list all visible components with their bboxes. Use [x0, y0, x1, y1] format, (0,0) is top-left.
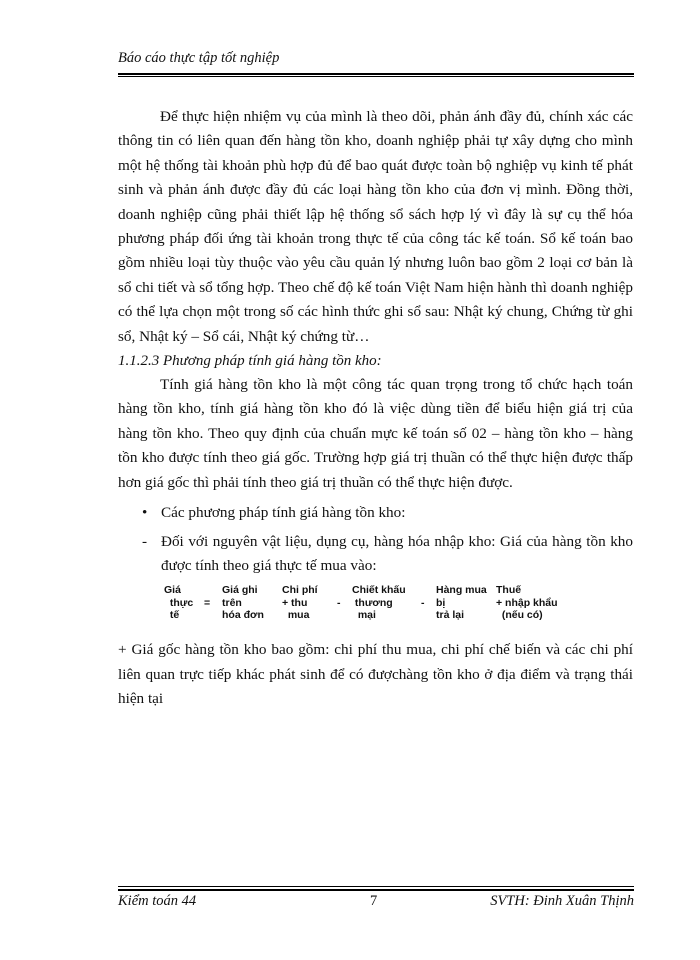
- page-header-title: Báo cáo thực tập tốt nghiệp: [118, 50, 280, 66]
- footer-class: Kiểm toán 44: [118, 893, 197, 909]
- dash-mark: -: [142, 532, 148, 550]
- footer-rule-thin: [118, 886, 634, 887]
- bullet-text: Các phương pháp tính giá hàng tồn kho:: [161, 504, 406, 522]
- footer-rule: [118, 889, 634, 891]
- formula-purchase-cost: Chi phí + thu mua: [282, 584, 318, 622]
- formula-import-tax: Thuế + nhập khẩu (nếu có): [496, 584, 558, 622]
- formula-invoice-price: Giá ghi trên hóa đơn: [222, 584, 264, 622]
- footer-student: SVTH: Đinh Xuân Thịnh: [490, 893, 634, 909]
- header-rule: [118, 73, 634, 75]
- formula-minus-2: -: [421, 597, 425, 610]
- formula-trade-discount: Chiết khấu thương mại: [352, 584, 406, 622]
- page-body: [118, 105, 633, 712]
- header-rule-thin: [118, 76, 634, 77]
- bullet-item: [118, 501, 633, 525]
- formula-equals: =: [204, 597, 211, 610]
- dash-item: [118, 530, 633, 579]
- paragraph-accounting-system: Để thực hiện nhiệm vụ của mình là theo dõi, phản ánh đầy đủ, chính xác các thông tin có liên quan đến hàng tồn kho, doanh nghiệp phải tự xây dựng cho mình một hệ thống tài khoản phù hợp đủ để bao quát được toàn bộ nghiệp vụ kinh tế phát sinh và phản ánh được đầy đủ các loại hàng tồn kho của đơn vị mình. Đồng thời, doanh nghiệp cũng phải thiết lập hệ thống sổ sách hợp lý vì đây là sự cụ thể hóa phương pháp đối ứng tài khoản trong thực tế của công tác kế toán. Sổ kế toán bao gồm nhiều loại tùy thuộc vào yêu cầu quản lý nhưng luôn bao gồm 2 loại cơ bản là sổ chi tiết và sổ tổng hợp. Theo chế độ kế toán Việt Nam hiện hành thì doanh nghiệp có thể lựa chọn một trong số các hình thức ghi sổ sau: Nhật ký chung, Chứng từ ghi sổ, Nhật ký – Sổ cái, Nhật ký chứng từ…: [118, 108, 633, 345]
- paragraph-inventory-pricing: Tính giá hàng tồn kho là một công tác quan trọng trong tổ chức hạch toán hàng tồn kho, tính giá hàng tồn kho đó là việc dùng tiền để biểu hiện giá trị của hàng tồn kho. Theo quy định của chuẩn mực kế toán số 02 – hàng tồn kho – hàng tồn kho được tính theo giá gốc. Trường hợp giá trị thuần có thể thực hiện được thấp hơn giá gốc thì phải tính theo giá trị thuần có thể thực hiện được.: [118, 376, 633, 491]
- cost-formula: [118, 580, 633, 632]
- section-heading: 1.1.2.3 Phương pháp tính giá hàng tồn kho:: [118, 353, 382, 370]
- formula-actual-price: Giá thực tế: [164, 584, 194, 622]
- formula-returned-goods: Hàng mua bị trả lại: [436, 584, 487, 622]
- paragraph-original-cost: + Giá gốc hàng tồn kho bao gồm: chi phí thu mua, chi phí chế biến và các chi phí liên quan trực tiếp khác phát sinh để có đượchàng tồn kho ở địa điểm và trạng thái hiện tại: [118, 641, 633, 708]
- formula-minus-1: -: [337, 597, 341, 610]
- footer-page-number: 7: [370, 893, 378, 909]
- bullet-mark: •: [142, 504, 148, 522]
- dash-text: Đối với nguyên vật liệu, dụng cụ, hàng hóa nhập kho: Giá của hàng tồn kho được tính theo giá thực tế mua vào:: [161, 532, 633, 574]
